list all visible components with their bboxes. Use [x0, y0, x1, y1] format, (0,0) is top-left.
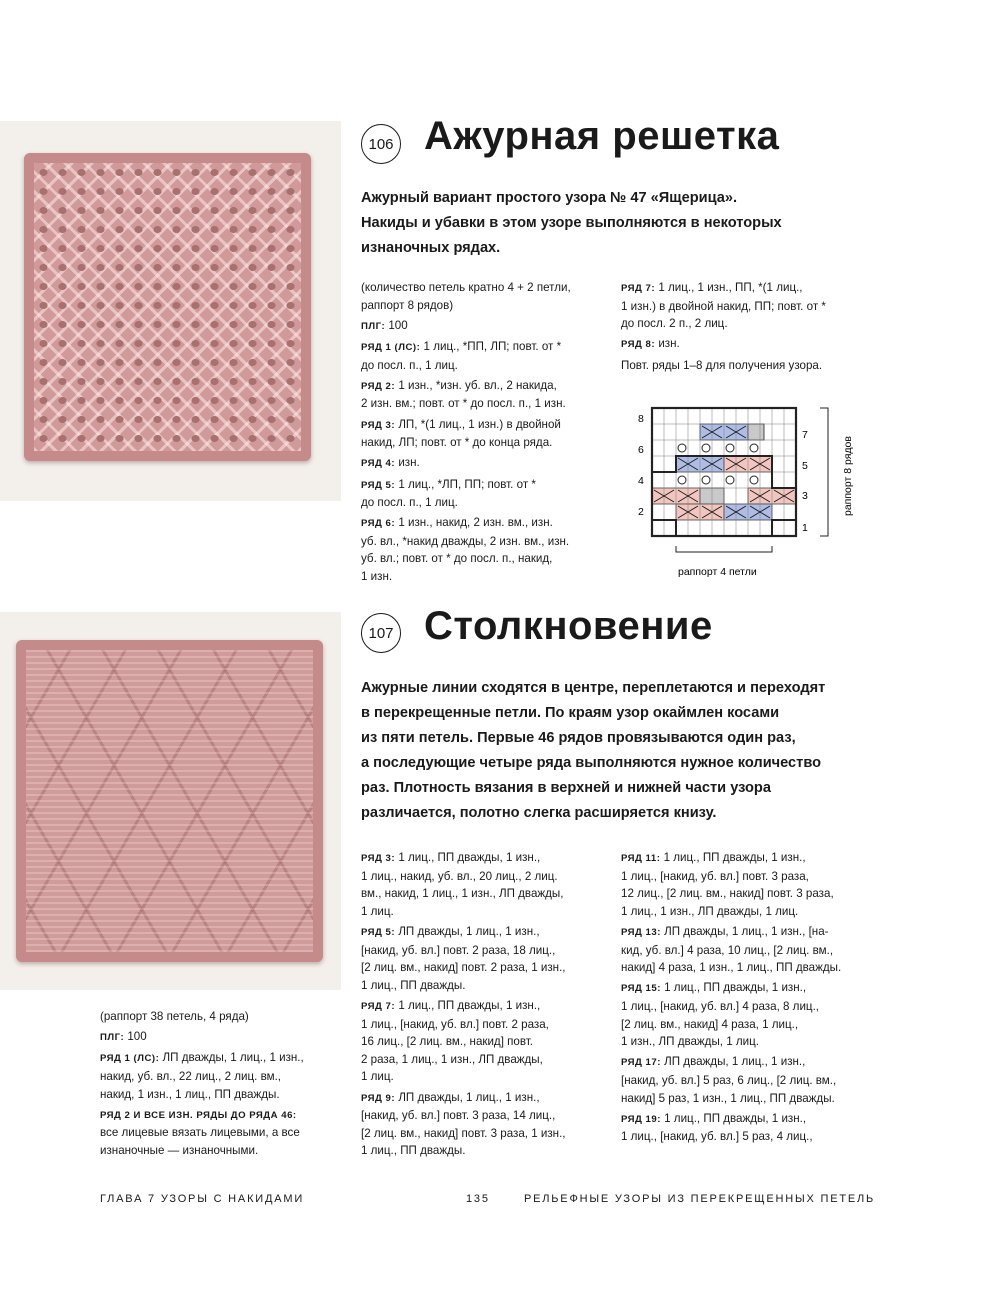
- instruction-paragraph: [621, 923, 891, 977]
- pattern-number-badge: 106: [361, 124, 401, 164]
- instructions-column: [100, 1008, 350, 1162]
- instruction-paragraph: [361, 1089, 616, 1160]
- intro-line: изнаночных рядах.: [361, 240, 501, 256]
- instruction-line: [621, 335, 881, 354]
- instruction-text: ЛП дважды, 1 лиц., 1 изн.,: [395, 1090, 540, 1104]
- instruction-text: 100: [385, 318, 408, 332]
- instruction-paragraph: [100, 1028, 350, 1047]
- row-label: РЯД 1 (ЛС):: [100, 1053, 160, 1065]
- instruction-paragraph: [621, 279, 881, 333]
- instruction-line: кид, уб. вл.] 4 раза, 10 лиц., [2 лиц. вм.,: [621, 943, 834, 957]
- chart-row-number: 1: [802, 522, 808, 534]
- instruction-line: 1 лиц., ПП дважды.: [361, 1144, 466, 1158]
- instruction-line: 1 лиц.: [361, 904, 394, 918]
- instruction-line: вм., накид, 1 лиц., 1 изн., ЛП дважды,: [361, 887, 564, 901]
- pattern-intro: [361, 676, 825, 826]
- row-label: РЯД 3:: [361, 419, 396, 431]
- instruction-paragraph: [361, 338, 611, 374]
- instruction-line: накид, ЛП; повт. от * до конца ряда.: [361, 436, 553, 450]
- instruction-paragraph: [361, 279, 611, 314]
- instruction-text: 1 лиц., *ЛП, ПП; повт. от *: [395, 477, 536, 491]
- instruction-line: [361, 923, 616, 942]
- instruction-line: [361, 1089, 616, 1108]
- row-label: РЯД 2:: [361, 380, 396, 392]
- chart-row-number: 2: [638, 506, 644, 518]
- row-label: РЯД 19:: [621, 1113, 661, 1125]
- instruction-line: 1 лиц., [накид, уб. вл.] повт. 3 раза,: [621, 869, 809, 883]
- intro-line: Ажурные линии сходятся в центре, переплетаются и переходят: [361, 680, 826, 696]
- row-label: ПЛГ:: [361, 320, 386, 332]
- knitting-chart: [620, 398, 870, 583]
- instruction-line: [100, 1106, 350, 1125]
- row-label: РЯД 7:: [361, 1000, 396, 1012]
- instruction-line: [накид, уб. вл.] 5 раз, 6 лиц., [2 лиц. вм.,: [621, 1073, 837, 1087]
- instruction-line: раппорт 8 рядов): [361, 298, 454, 312]
- instruction-text: 1 изн., накид, 2 изн. вм., изн.: [395, 516, 553, 530]
- instruction-line: [621, 979, 891, 998]
- instruction-paragraph: [621, 849, 891, 920]
- instruction-text: 100: [124, 1030, 147, 1044]
- instructions-column: [621, 279, 881, 377]
- instruction-line: изнаночные — изнаночными.: [100, 1143, 259, 1157]
- row-label: РЯД 13:: [621, 926, 661, 938]
- instruction-line: [621, 1053, 891, 1072]
- instruction-line: [621, 1110, 891, 1129]
- instruction-line: уб. вл.; повт. от * до посл. п., накид,: [361, 552, 553, 566]
- instruction-paragraph: [361, 317, 611, 336]
- intro-line: Ажурный вариант простого узора № 47 «Ящерица».: [361, 190, 738, 206]
- instruction-text: 1 лиц., ПП дважды, 1 изн.,: [660, 1111, 807, 1125]
- instruction-line: [2 лиц. вм., накид] повт. 3 раза, 1 изн.,: [361, 1126, 566, 1140]
- instruction-line: [621, 279, 881, 298]
- chart-side-label: раппорт 8 рядов: [842, 436, 854, 516]
- instruction-line: [621, 923, 891, 942]
- instruction-text: изн.: [395, 456, 420, 470]
- swatch-photo-106: [0, 121, 341, 501]
- instruction-text: 1 лиц., ПП дважды, 1 изн.,: [395, 851, 541, 864]
- instruction-line: накид] 5 раз, 1 изн., 1 лиц., ПП дважды.: [621, 1091, 835, 1105]
- intro-line: раз. Плотность вязания в верхней и нижней части узора: [361, 780, 771, 796]
- intro-line: а последующие четыре ряда выполняются нужное количество: [361, 755, 822, 771]
- instruction-line: Повт. ряды 1–8 для получения узора.: [621, 358, 823, 372]
- instruction-text: 1 изн., *изн. уб. вл., 2 накида,: [395, 378, 557, 392]
- instruction-line: [2 лиц. вм., накид] повт. 2 раза, 1 изн.,: [361, 961, 566, 975]
- instruction-line: 1 лиц., [накид, уб. вл.] 4 раза, 8 лиц.,: [621, 999, 820, 1013]
- instruction-text: 1 лиц., 1 изн., ПП, *(1 лиц.,: [655, 281, 803, 294]
- instruction-text: 1 лиц., *ПП, ЛП; повт. от *: [420, 339, 562, 353]
- instruction-line: (раппорт 38 петель, 4 ряда): [100, 1010, 249, 1023]
- instruction-text: ЛП дважды, 1 лиц., 1 изн.,: [395, 924, 540, 938]
- instruction-paragraph: [361, 514, 611, 585]
- row-label: РЯД 11:: [621, 853, 661, 864]
- instruction-line: 1 изн.: [361, 570, 393, 584]
- row-label: ПЛГ:: [100, 1032, 125, 1044]
- instruction-line: до посл. 2 п., 2 лиц.: [621, 317, 728, 331]
- instruction-paragraph: [361, 997, 616, 1086]
- swatch-fabric-106: [24, 153, 311, 461]
- instruction-text: ЛП, *(1 лиц., 1 изн.) в двойной: [395, 417, 561, 431]
- intro-line: Накиды и убавки в этом узоре выполняются в некоторых: [361, 215, 782, 231]
- instruction-line: 16 лиц., [2 лиц. вм., накид] повт.: [361, 1035, 534, 1049]
- instruction-line: все лицевые вязать лицевыми, а все: [100, 1126, 300, 1140]
- chart-row-number: 8: [638, 413, 644, 425]
- instruction-line: уб. вл., *накид дважды, 2 изн. вм., изн.: [361, 534, 570, 548]
- row-label: РЯД 5:: [361, 926, 396, 938]
- instruction-line: 1 лиц., [накид, уб. вл.] 5 раз, 4 лиц.,: [621, 1130, 813, 1144]
- instruction-line: [361, 377, 611, 396]
- row-label: РЯД 15:: [621, 983, 661, 995]
- instructions-column: [361, 849, 616, 1162]
- instruction-line: [361, 997, 616, 1016]
- instruction-line: [361, 476, 611, 495]
- row-label: РЯД 3:: [361, 853, 396, 864]
- pattern-number-badge: 107: [361, 613, 401, 653]
- section-footer: РЕЛЬЕФНЫЕ УЗОРЫ ИЗ ПЕРЕКРЕЩЕННЫХ ПЕТЕЛЬ: [524, 1193, 876, 1205]
- chart-row-number: 6: [638, 444, 644, 456]
- instruction-line: [накид, уб. вл.] повт. 2 раза, 18 лиц.,: [361, 943, 556, 957]
- pattern-intro: [361, 186, 782, 261]
- row-label: РЯД 4:: [361, 458, 396, 470]
- row-label: РЯД 1 (ЛС):: [361, 341, 421, 353]
- row-label: РЯД 9:: [361, 1092, 396, 1104]
- instruction-text: 1 лиц., ПП дважды, 1 изн.,: [395, 998, 541, 1012]
- page-number: 135: [466, 1193, 490, 1205]
- instruction-text: ЛП дважды, 1 лиц., 1 изн.,: [660, 1055, 806, 1069]
- instruction-line: 2 изн. вм.; повт. от * до посл. п., 1 изн.: [361, 397, 566, 411]
- instruction-line: 1 лиц., [накид, уб. вл.] повт. 2 раза,: [361, 1017, 549, 1031]
- pattern-title: Столкновение: [424, 604, 713, 648]
- intro-line: различается, полотно слегка расширяется книзу.: [361, 805, 717, 821]
- instruction-text: ЛП дважды, 1 лиц., 1 изн., [на-: [660, 924, 829, 938]
- instruction-line: накид, уб. вл., 22 лиц., 2 лиц. вм.,: [100, 1069, 282, 1083]
- instruction-text: изн.: [655, 337, 680, 351]
- instruction-line: накид, 1 изн., 1 лиц., ПП дважды.: [100, 1087, 280, 1101]
- chart-bottom-label: раппорт 4 петли: [678, 566, 757, 578]
- instruction-paragraph: [361, 849, 616, 920]
- instruction-paragraph: [361, 454, 611, 473]
- chart-grid: [652, 408, 796, 536]
- instruction-line: 1 изн.) в двойной накид, ПП; повт. от *: [621, 299, 826, 313]
- instruction-line: [361, 454, 611, 473]
- instructions-column: [621, 849, 891, 1148]
- row-label: РЯД 7:: [621, 283, 656, 294]
- row-label: РЯД 5:: [361, 479, 396, 491]
- instruction-line: [621, 849, 891, 868]
- chart-row-number: 4: [638, 475, 644, 487]
- instruction-paragraph: [621, 979, 891, 1050]
- instruction-line: 1 лиц., ПП дважды.: [361, 978, 466, 992]
- row-label: РЯД 17:: [621, 1057, 661, 1069]
- instruction-line: 1 лиц., 1 изн., ЛП дважды, 1 лиц.: [621, 904, 799, 918]
- instruction-paragraph: [621, 1110, 891, 1146]
- instruction-line: 1 лиц.: [361, 1070, 394, 1084]
- instruction-paragraph: [361, 377, 611, 413]
- instruction-line: [100, 1049, 350, 1068]
- chart-row-number: 7: [802, 429, 808, 441]
- chapter-footer: ГЛАВА 7 УЗОРЫ С НАКИДАМИ: [100, 1193, 305, 1205]
- instruction-line: 1 лиц., накид, уб. вл., 20 лиц., 2 лиц.: [361, 869, 558, 883]
- instruction-line: 1 изн., ЛП дважды, 1 лиц.: [621, 1035, 759, 1049]
- instruction-line: 12 лиц., [2 лиц. вм., накид] повт. 3 раза,: [621, 887, 834, 901]
- instruction-text: ЛП дважды, 1 лиц., 1 изн.,: [159, 1051, 304, 1065]
- instruction-paragraph: [621, 357, 881, 375]
- chart-row-number: 3: [802, 490, 808, 502]
- row-label: РЯД 6:: [361, 518, 396, 530]
- instruction-paragraph: [100, 1049, 350, 1103]
- instruction-line: [361, 849, 616, 868]
- intro-line: из пяти петель. Первые 46 рядов провязываются один раз,: [361, 730, 796, 746]
- intro-line: в перекрещенные петли. По краям узор окаймлен косами: [361, 705, 780, 721]
- swatch-fabric-107: [16, 640, 323, 962]
- pattern-title: Ажурная решетка: [424, 114, 780, 158]
- instruction-line: накид] 4 раза, 1 изн., 1 лиц., ПП дважды.: [621, 961, 842, 975]
- instruction-line: [361, 514, 611, 533]
- swatch-photo-107: [0, 612, 341, 990]
- instruction-line: 2 раза, 1 лиц., 1 изн., ЛП дважды,: [361, 1052, 543, 1066]
- instruction-paragraph: [621, 1053, 891, 1107]
- row-label: РЯД 2 И ВСЕ ИЗН. РЯДЫ ДО РЯДА 46:: [100, 1109, 297, 1121]
- instructions-column: [361, 279, 611, 588]
- instruction-line: [361, 317, 611, 336]
- instruction-paragraph: [361, 476, 611, 512]
- instruction-line: до посл. п., 1 лиц.: [361, 358, 458, 372]
- instruction-paragraph: [361, 416, 611, 452]
- instruction-text: 1 лиц., ПП дважды, 1 изн.,: [660, 981, 807, 995]
- instruction-line: [2 лиц. вм., накид] 4 раза, 1 лиц.,: [621, 1017, 799, 1031]
- instruction-line: до посл. п., 1 лиц.: [361, 496, 458, 510]
- row-label: РЯД 8:: [621, 339, 656, 351]
- instruction-line: [накид, уб. вл.] повт. 3 раза, 14 лиц.,: [361, 1109, 556, 1123]
- instruction-paragraph: [621, 335, 881, 354]
- chart-row-number: 5: [802, 460, 808, 472]
- instruction-paragraph: [100, 1106, 350, 1160]
- instruction-line: [100, 1028, 350, 1047]
- instruction-text: 1 лиц., ПП дважды, 1 изн.,: [660, 851, 806, 864]
- instruction-paragraph: [100, 1008, 350, 1026]
- instruction-paragraph: [361, 923, 616, 994]
- instruction-line: [361, 416, 611, 435]
- instruction-line: (количество петель кратно 4 + 2 петли,: [361, 281, 571, 294]
- instruction-line: [361, 338, 611, 357]
